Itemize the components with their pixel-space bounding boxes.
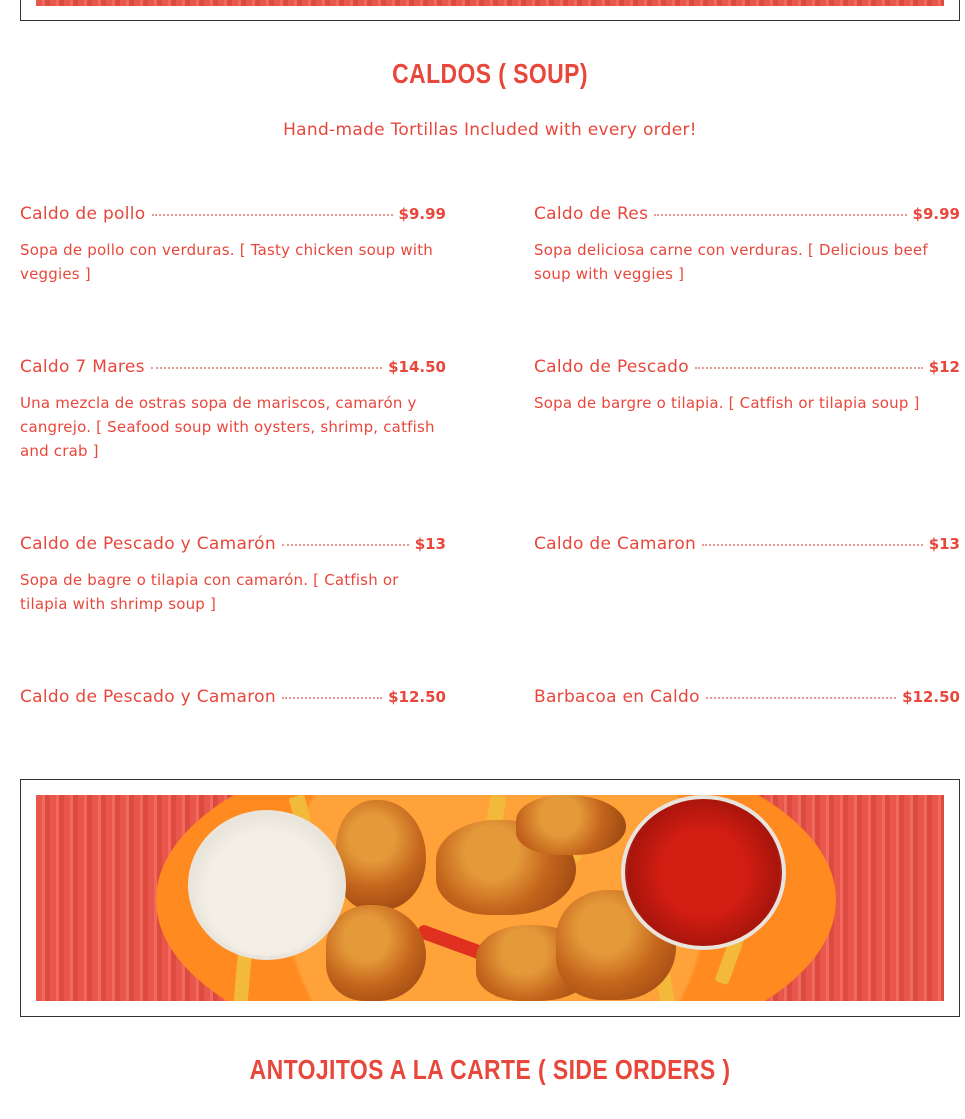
menu-item-description: Sopa de bargre o tilapia. [ Catfish or tilapia soup ] [534,394,920,412]
menu-item [20,687,446,707]
menu-item-name: Caldo de Pescado [534,357,689,377]
menu-item-name: Caldo de Pescado y Camaron [20,687,276,707]
menu-item-description: Una mezcla de ostras sopa de mariscos, camarón y cangrejo. [ Seafood soup with oysters, shrimp, catfish and crab ] [20,394,435,460]
wing-image [516,795,626,855]
menu-item-name: Caldo de Res [534,204,649,224]
leader-dots [706,697,896,699]
menu-item-price: $12 [928,358,960,376]
ranch-dip-image [188,810,346,960]
section-title-caldos: CALDOS ( SOUP) [392,58,588,89]
top-banner-image [36,0,944,6]
menu-item-description: Sopa de pollo con verduras. [ Tasty chicken soup with veggies ] [20,241,433,283]
menu-item-description: Sopa deliciosa carne con verduras. [ Delicious beef soup with veggies ] [534,241,928,283]
menu-item-price: $9.99 [912,205,960,223]
menu-item-price: $13 [928,535,960,553]
wing-image [336,800,426,910]
menu-item [20,357,446,463]
leader-dots [695,367,923,369]
menu-item-description: Sopa de bagre o tilapia con camarón. [ Catfish or tilapia with shrimp soup ] [20,571,399,613]
menu-item-name: Caldo 7 Mares [20,357,145,377]
top-banner-frame [20,0,960,21]
menu-item-price: $14.50 [388,358,446,376]
leader-dots [702,544,923,546]
wing-image [326,905,426,1001]
menu-item [534,534,960,554]
ketchup-dip-image [621,795,786,950]
leader-dots [151,367,382,369]
menu-item [534,204,960,286]
section-title-antojitos: ANTOJITOS A LA CARTE ( SIDE ORDERS ) [249,1054,731,1085]
section-subtitle-caldos: Hand-made Tortillas Included with every order! [283,120,697,140]
menu-item-price: $12.50 [902,688,960,706]
menu-item-name: Caldo de pollo [20,204,146,224]
leader-dots [282,697,382,699]
leader-dots [282,544,409,546]
menu-item-name: Barbacoa en Caldo [534,687,700,707]
menu-item-name: Caldo de Pescado y Camarón [20,534,276,554]
menu-item-price: $12.50 [388,688,446,706]
menu-item [534,357,960,415]
menu-item [20,534,446,616]
leader-dots [152,214,393,216]
menu-item [20,204,446,286]
wings-banner-image [36,795,944,1001]
menu-item-price: $9.99 [398,205,446,223]
menu-item [534,687,960,707]
leader-dots [654,214,906,216]
menu-item-name: Caldo de Camaron [534,534,697,554]
wings-banner-frame [20,779,960,1017]
menu-item-price: $13 [414,535,446,553]
